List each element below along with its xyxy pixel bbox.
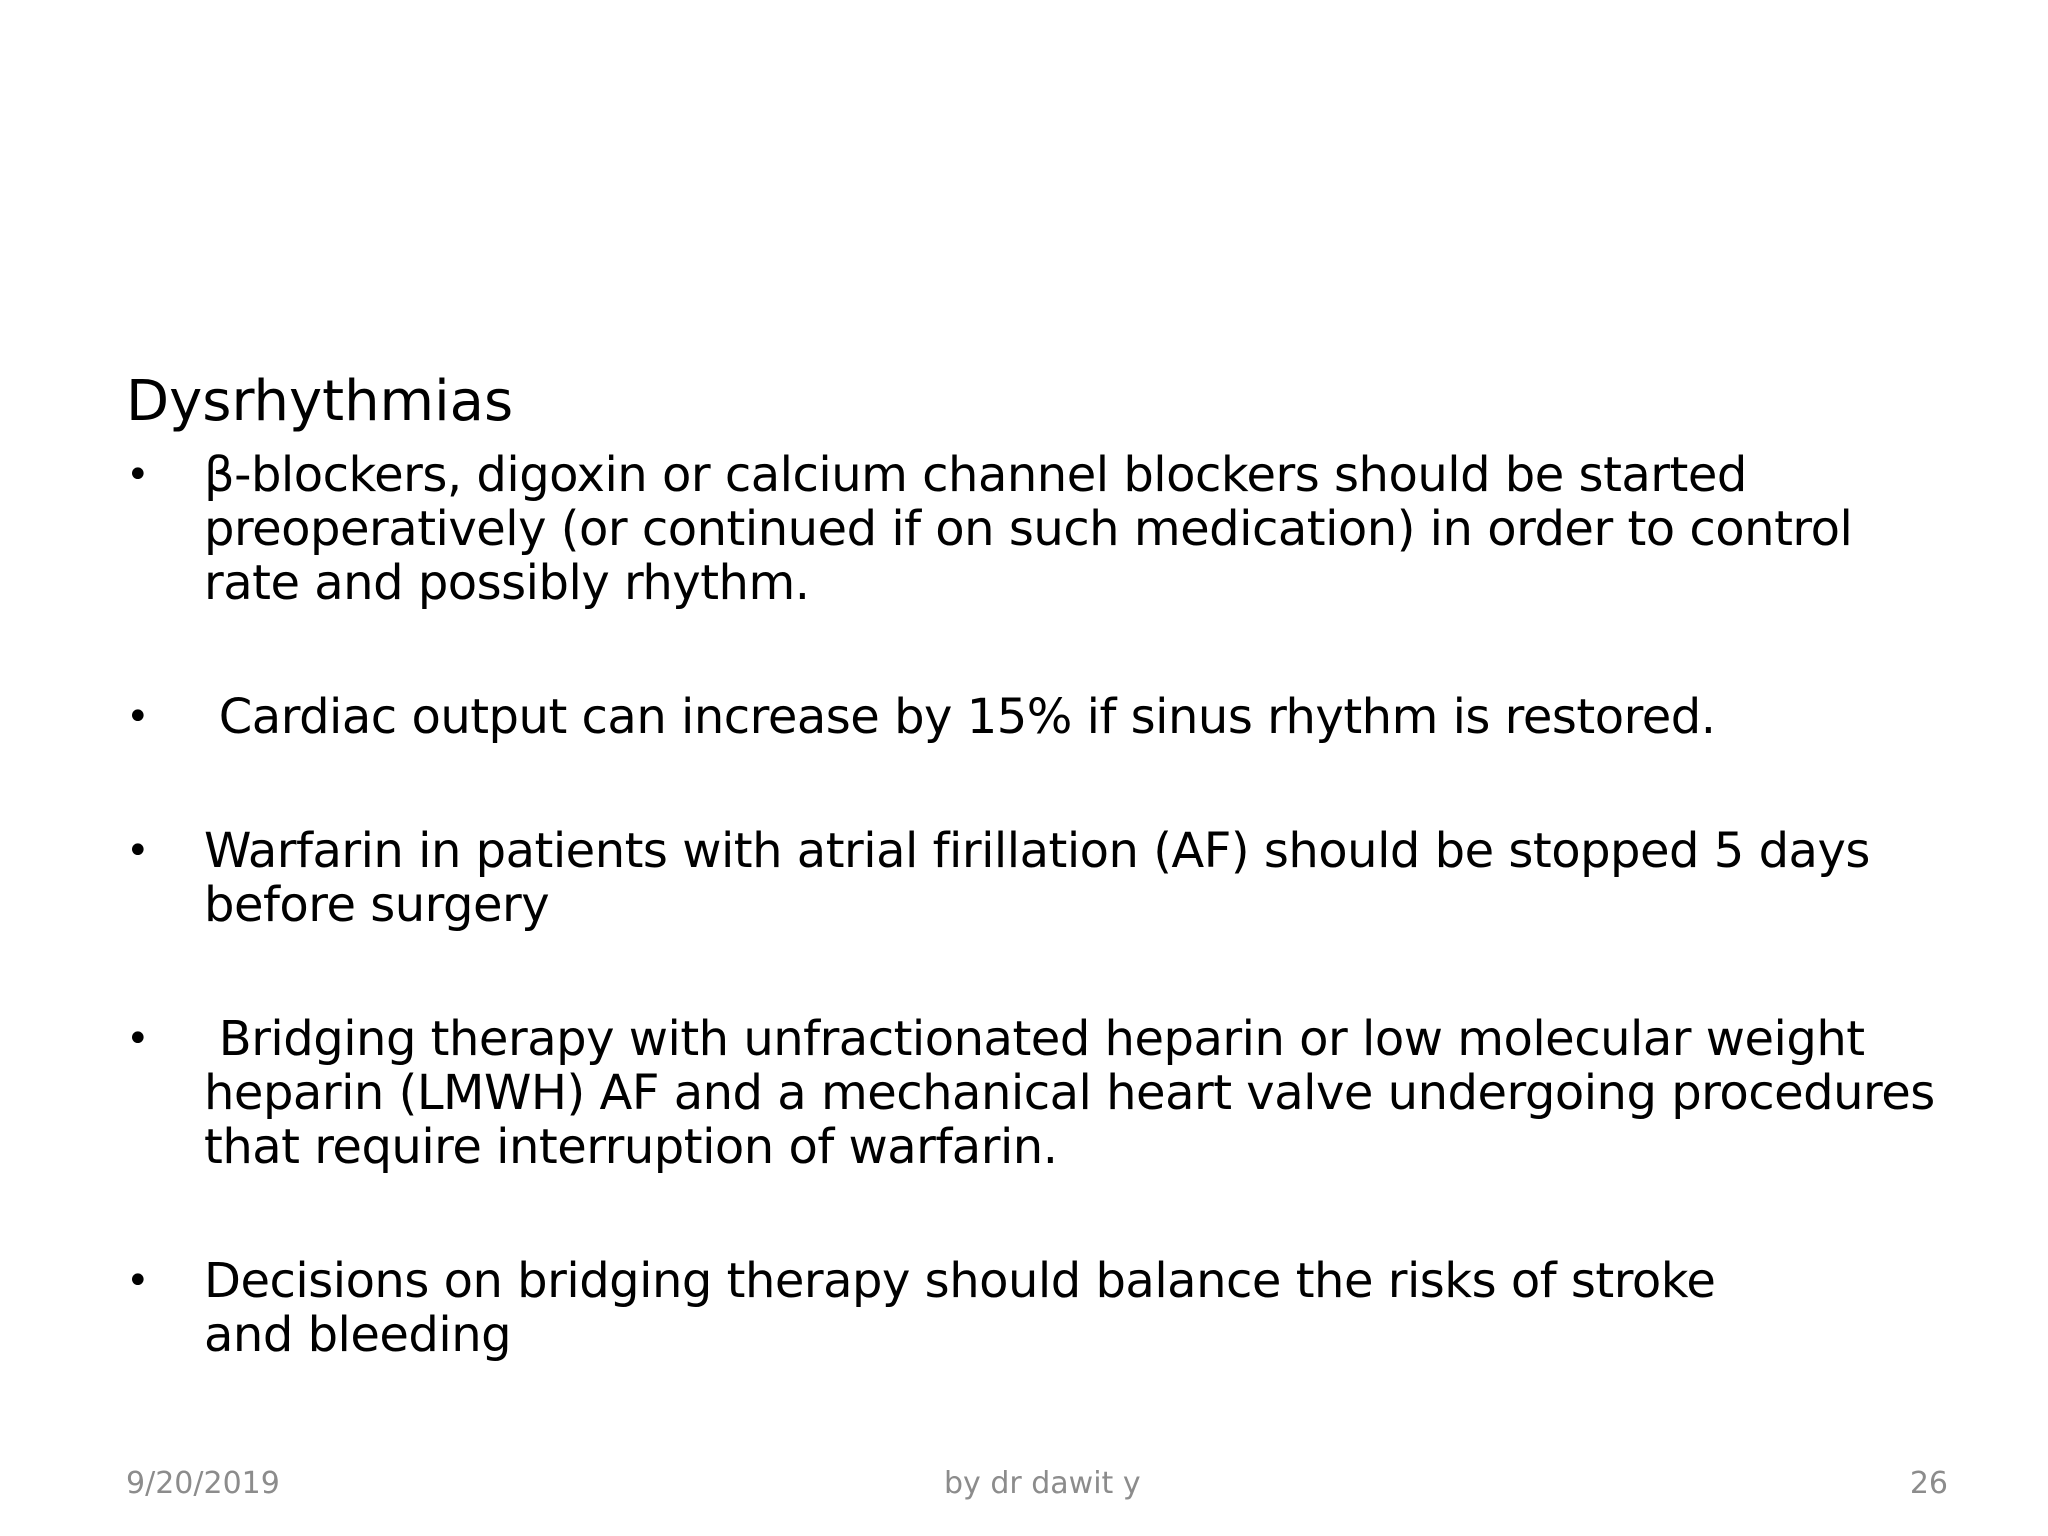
bullet-text-line: Decisions on bridging therapy should balance the risks of stroke — [204, 1253, 1716, 1309]
bullet-list — [126, 448, 1986, 1442]
bullet-text-line: Bridging therapy with unfractionated heparin or low molecular weight — [204, 1011, 1865, 1067]
footer-author: by dr dawit y — [944, 1466, 1141, 1501]
bullet-text-line: rate and possibly rhythm. — [204, 555, 810, 611]
slide-heading: Dysrhythmias — [126, 369, 514, 434]
bullet-item — [126, 1012, 1986, 1174]
bullet-dot-icon: • — [126, 452, 150, 498]
footer-page-number: 26 — [1909, 1466, 1948, 1501]
bullet-dot-icon: • — [126, 1258, 150, 1304]
bullet-text-line: heparin (LMWH) AF and a mechanical heart valve undergoing procedures — [204, 1065, 1935, 1121]
bullet-text-line: that require interruption of warfarin. — [204, 1119, 1058, 1175]
bullet-text-line: and bleeding — [204, 1307, 512, 1363]
bullet-item — [126, 448, 1986, 610]
bullet-dot-icon: • — [126, 828, 150, 874]
bullet-dot-icon: • — [126, 1016, 150, 1062]
bullet-text-line: β-blockers, digoxin or calcium channel blockers should be started — [204, 447, 1747, 503]
bullet-text-line: Cardiac output can increase by 15% if sinus rhythm is restored. — [204, 689, 1716, 745]
bullet-item — [126, 690, 1986, 744]
bullet-dot-icon: • — [126, 694, 150, 740]
bullet-item — [126, 824, 1986, 932]
bullet-text-line: Warfarin in patients with atrial firillation (AF) should be stopped 5 days — [204, 823, 1870, 879]
bullet-text-line: before surgery — [204, 877, 550, 933]
bullet-item — [126, 1254, 1986, 1362]
bullet-text-line: preoperatively (or continued if on such medication) in order to control — [204, 501, 1853, 557]
footer-date: 9/20/2019 — [126, 1466, 280, 1501]
